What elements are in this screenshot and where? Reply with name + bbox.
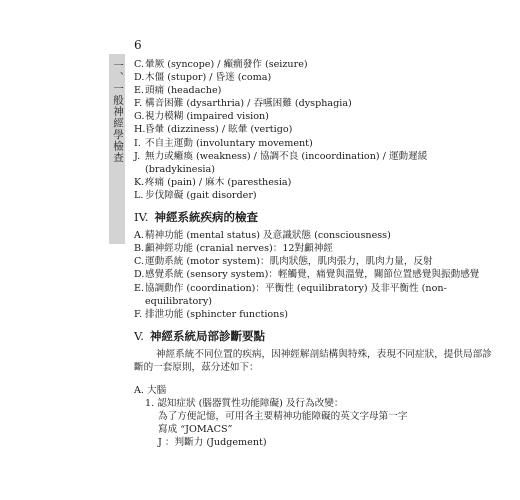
list-item xyxy=(134,242,494,255)
list-item-label: E. xyxy=(134,282,145,294)
subitem-1-text: 為了方便記憶，可用各主要精神功能障礙的英文字母第一字 xyxy=(158,411,408,423)
chapter-side-tab-label: 一、一般神經學檢查 xyxy=(112,60,124,164)
list-item-text: 木僵 (stupor) / 昏迷 (coma) xyxy=(145,72,272,84)
list-item xyxy=(134,255,494,268)
list-item-label: H. xyxy=(134,124,146,136)
list-item-text: 視力模糊 (impaired vision) xyxy=(145,111,269,123)
list-item-label: L. xyxy=(134,189,144,201)
list-item-text: 構音困難 (dysarthria) / 吞嚥困難 (dysphagia) xyxy=(145,98,352,110)
list-item-label: B. xyxy=(134,243,145,255)
list-item-text: 運動系統 (motor system)：肌肉狀態，肌肉張力，肌肉力量，反射 xyxy=(145,256,433,268)
list-item xyxy=(134,123,494,136)
section-heading xyxy=(134,330,494,343)
jomacs-item-j: J ：判斷力 (Judgement) xyxy=(158,437,267,449)
list-item-label: J. xyxy=(134,150,141,162)
page-number: 6 xyxy=(134,38,142,52)
list-item xyxy=(134,308,494,321)
list-item-label: D. xyxy=(134,72,145,84)
list-item-text: 排泄功能 (sphincter functions) xyxy=(145,308,289,320)
list-item-text: 步伐障礙 (gait disorder) xyxy=(145,189,257,201)
exam-list xyxy=(134,229,494,321)
list-item-text: 頭痛 (headache) xyxy=(145,85,222,97)
list-item-label: K. xyxy=(134,176,145,188)
section-number: IV. xyxy=(134,210,149,225)
section-paragraph: 神經系統不同位置的疾病，因神經解剖結構與特殊，表現不同症狀，提供局部診斷的一套原則，茲分述如下： xyxy=(134,348,492,373)
list-item-label: D. xyxy=(134,269,145,281)
subheading-a: A. 大腦 xyxy=(134,385,167,397)
list-item xyxy=(134,110,494,123)
list-item-text: 無力或癱瘓 (weakness) / 協調不良 (incoordination) / 運動遲緩 (bradykinesia) xyxy=(145,150,428,175)
list-item-text: 不自主運動 (involuntary movement) xyxy=(145,137,313,149)
list-item-text: 昏暈 (dizziness) / 眩暈 (vertigo) xyxy=(145,124,293,136)
list-item-text: 精神功能 (mental status) 及意識狀態 (consciousness) xyxy=(145,230,391,242)
list-item xyxy=(134,229,494,242)
list-item-label: F. xyxy=(134,98,143,110)
list-item-label: I. xyxy=(134,137,141,149)
symptom-list xyxy=(134,58,494,202)
list-item-text: 暈厥 (syncope) / 癲癇發作 (seizure) xyxy=(145,59,308,70)
list-item xyxy=(134,58,494,71)
list-item-label: C. xyxy=(134,59,145,70)
list-item xyxy=(134,150,494,176)
section-title: 神經系統疾病的檢查 xyxy=(154,210,258,225)
subitem-1-text-cont: 寫成 “JOMACS” xyxy=(158,424,233,436)
section-number: V. xyxy=(134,328,144,343)
list-item xyxy=(134,84,494,97)
list-item-text: 協調動作 (coordination)：平衡性 (equilibratory) 及非平衡性 (non-equilibratory) xyxy=(145,282,447,307)
page-content xyxy=(134,58,494,450)
list-item xyxy=(134,189,494,202)
list-item xyxy=(134,282,494,308)
subitem-1: 1. 認知症狀 (腦器質性功能障礙) 及行為改變： xyxy=(145,398,344,410)
list-item xyxy=(134,71,494,84)
list-item-label: A. xyxy=(134,230,144,242)
list-item-label: E. xyxy=(134,85,145,97)
list-item xyxy=(134,97,494,110)
list-item xyxy=(134,137,494,150)
list-item-text: 感覺系統 (sensory system)：輕觸覺，痛覺與溫覺，關節位置感覺與振動感覺 xyxy=(145,269,480,281)
spacer xyxy=(134,374,494,384)
section-heading xyxy=(134,211,494,224)
chapter-side-tab xyxy=(109,54,125,244)
section-title: 神經系統局部診斷要點 xyxy=(149,328,265,343)
list-item-label: F. xyxy=(134,308,143,320)
list-item-text: 疼痛 (pain) / 麻木 (paresthesia) xyxy=(145,176,292,188)
list-item-label: G. xyxy=(134,111,145,123)
list-item xyxy=(134,176,494,189)
list-item-text: 顱神經功能 (cranial nerves)：12對顱神經 xyxy=(145,243,333,255)
list-item xyxy=(134,268,494,281)
list-item-label: C. xyxy=(134,256,145,268)
